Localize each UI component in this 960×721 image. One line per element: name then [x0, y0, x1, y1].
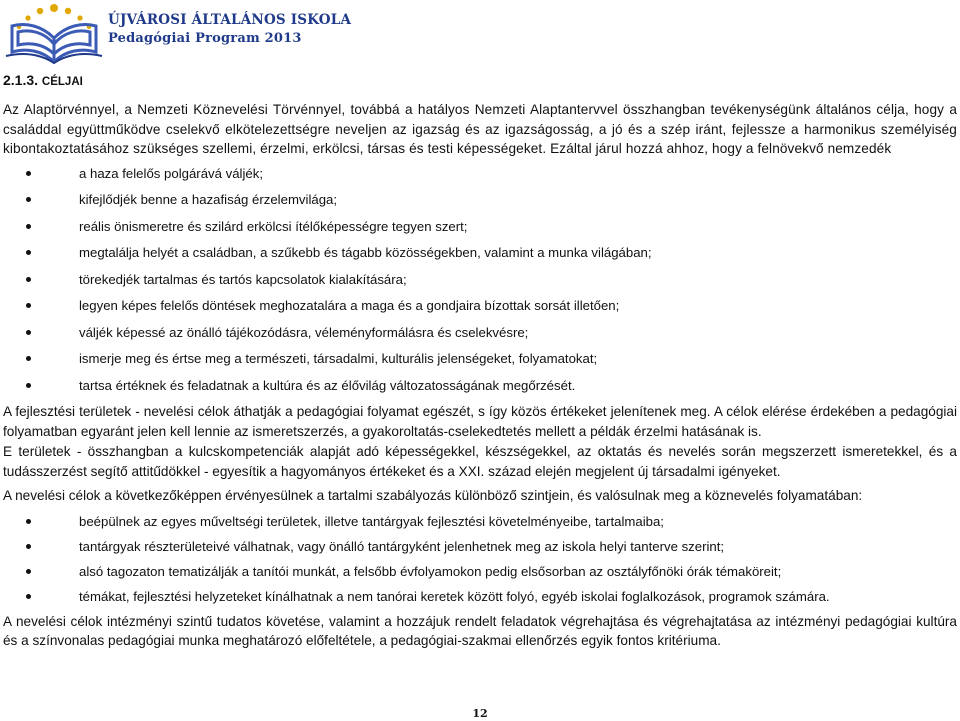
bullet-dot-icon — [26, 303, 31, 308]
intro-text-2: Ezáltal járul hozzá ahhoz, hogy a felnövekvő nemzedék — [550, 141, 892, 156]
open-book-logo-icon — [4, 2, 104, 64]
list-item: alsó tagozaton tematizálják a tanítói munkát, a felsőbb évfolyamokon pedig elsősorban az osztályfőnöki órák témaköreit; — [3, 562, 957, 587]
bullet-dot-icon — [26, 544, 31, 549]
list-item: legyen képes felelős döntések meghozatalára a maga és a gondjaira bízottak sorsát illetően; — [3, 296, 957, 323]
page-number: 12 — [472, 707, 488, 720]
list-item: váljék képessé az önálló tájékozódásra, véleményformálásra és cselekvésre; — [3, 323, 957, 350]
list-item: tantárgyak részterületeivé válhatnak, vagy önálló tantárgyként jelenhetnek meg az iskola helyi tanterve szerint; — [3, 537, 957, 562]
list-item: a haza felelős polgárává váljék; — [3, 164, 957, 191]
list-item: tartsa értéknek és feladatnak a kultúra és az élővilág változatosságának megőrzését. — [3, 376, 957, 403]
list-item: törekedjék tartalmas és tartós kapcsolatok kialakítására; — [3, 270, 957, 297]
bullet-dot-icon — [26, 277, 31, 282]
list-item: kifejlődjék benne a hazafiság érzelemvilága; — [3, 190, 957, 217]
bullet-dot-icon — [26, 224, 31, 229]
bullet-dot-icon — [26, 594, 31, 599]
development-areas-paragraph: A fejlesztési területek - nevelési célok áthatják a pedagógiai folyamat egészét, s így közös értékeket jelenítenek meg. A célok elérése érdekében a pedagógiai folyamatban egyaránt jelen kell lennie az ismeretszerzés, a gyakoroltatás-cselekedtetés mellett a példák érzelmi hatásának is. — [3, 404, 957, 439]
bullet-dot-icon — [26, 250, 31, 255]
intro-text-1: Az Alaptörvénnyel, a Nemzeti Köznevelési Törvénnyel, továbbá a hatályos Nemzeti Alaptantervvel összhangban tevékenységünk általános célja, hogy a családdal együttműködve cselekvő elkötelezettségre neveljen az igazság és az igazságosság, a jó és a szép iránt, fejlessze a harmonikus személyiség kibontakoztatásához szükséges szellemi, érzelmi, erkölcsi, társas és testi képességeket. — [3, 102, 957, 156]
list-item: ismerje meg és értse meg a természeti, társadalmi, kulturális jelenségeket, folyamatokat; — [3, 349, 957, 376]
program-name: Pedagógiai Program 2013 — [108, 31, 302, 46]
bullet-dot-icon — [26, 171, 31, 176]
page-header — [0, 0, 960, 70]
section-heading — [3, 72, 83, 88]
bullet-dot-icon — [26, 356, 31, 361]
intro-paragraph — [3, 100, 957, 159]
final-paragraph: A nevelési célok intézményi szintű tudatos követése, valamint a hozzájuk rendelt feladatok végrehajtása és végrehajtatása az intézményi pedagógiai kultúra és a színvonalas pedagógiai munka meghatározó előfeltétele, a pedagógiai-szakmai ellenőrzés egyik fontos kritériuma. — [3, 613, 957, 648]
list-item: témákat, fejlesztési helyzeteket kínálhatnak a nem tanórai keretek között folyó, egyéb iskolai foglalkozások, programok számára. — [3, 587, 957, 612]
section-title: CÉLJAI — [41, 76, 83, 88]
bullet-dot-icon — [26, 569, 31, 574]
educational-goals-paragraph: A nevelési célok a következőképpen érvényesülnek a tartalmi szabályozás különböző szintjein, és valósulnak meg a köznevelés folyamatában: — [3, 488, 863, 503]
list-item: beépülnek az egyes műveltségi területek, illetve tantárgyak fejlesztési követelményeibe, tartalmaiba; — [3, 512, 957, 537]
school-name: ÚJVÁROSI ÁLTALÁNOS ISKOLA — [108, 12, 352, 28]
areas-paragraph: E területek - összhangban a kulcskompetenciák alapját adó képességekkel, készségekkel, az oktatás és nevelés során megszerzett ismeretekkel, és a tudásszerzést segítő attitűdökkel - egyesítik a hagyományos értékeket és a XXI. század elején megjelent új társadalmi igényeket. — [3, 444, 957, 479]
bullet-dot-icon — [26, 330, 31, 335]
page-content — [3, 100, 957, 651]
bullet-dot-icon — [26, 519, 31, 524]
section-number: 2.1.3. — [3, 72, 39, 88]
goals-list — [3, 164, 957, 403]
list-item: reális önismeretre és szilárd erkölcsi ítélőképességre tegyen szert; — [3, 217, 957, 244]
bullet-dot-icon — [26, 197, 31, 202]
list-item: megtalálja helyét a családban, a szűkebb és tágabb közösségekben, valamint a munka világában; — [3, 243, 957, 270]
implementation-list — [3, 512, 957, 612]
bullet-dot-icon — [26, 383, 31, 388]
